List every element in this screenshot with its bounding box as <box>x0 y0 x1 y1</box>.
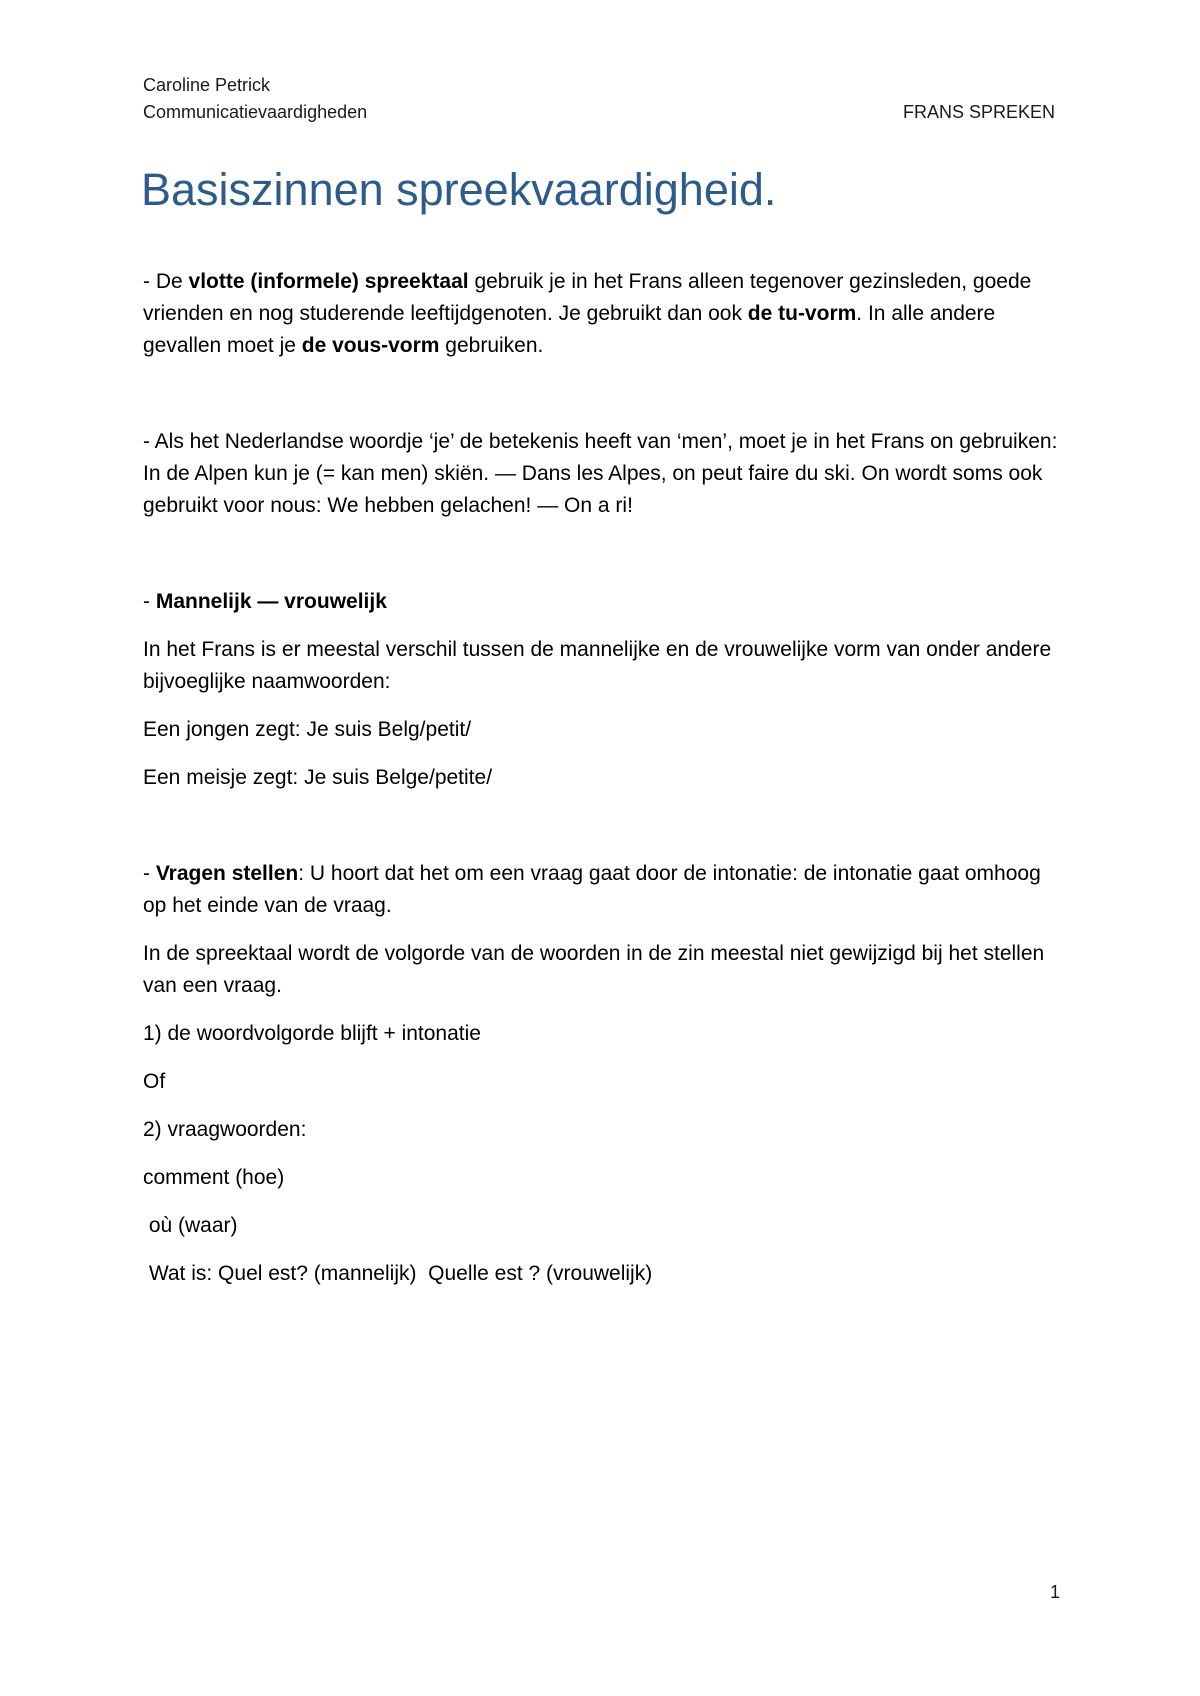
header-topic: FRANS SPREKEN <box>902 102 1055 122</box>
spacer <box>143 1194 1063 1210</box>
header-course: Communicatievaardigheden <box>143 102 368 122</box>
bold-run: de vous-vorm <box>301 334 440 357</box>
spacer <box>143 522 1063 586</box>
page-number: 1 <box>1049 1582 1060 1602</box>
question-word-quel: Wat is: Quel est? (mannelijk) Quelle est ? (vrouwelijk) <box>143 1262 653 1285</box>
text-run: gebruik je in het Frans alleen tegenover gezinsleden, goede vrienden en nog studerende leeftijdgenoten. Je gebruikt dan ook <box>143 270 1032 325</box>
page-header <box>143 72 1055 126</box>
heading-gender <box>143 586 1063 618</box>
spacer <box>143 1146 1063 1162</box>
bold-run: vlotte (informele) spreektaal <box>188 270 469 293</box>
question-word-comment: comment (hoe) <box>143 1166 285 1189</box>
header-author: Caroline Petrick <box>143 75 271 95</box>
text-run: . In alle andere gevallen moet je <box>143 302 996 357</box>
document-body <box>143 266 1063 1290</box>
text-run: - <box>143 862 156 885</box>
question-word-ou: où (waar) <box>143 1214 238 1237</box>
spacer <box>143 618 1063 634</box>
spacer <box>143 746 1063 762</box>
spacer <box>143 1242 1063 1258</box>
text-or: Of <box>143 1070 166 1093</box>
bold-run: de tu-vorm <box>747 302 857 325</box>
text-run: - De <box>143 270 189 293</box>
bold-run: Vragen stellen <box>155 862 299 885</box>
list-option-1: 1) de woordvolgorde blijft + intonatie <box>143 1022 481 1045</box>
bold-run: Mannelijk — vrouwelijk <box>155 590 387 613</box>
spacer <box>143 1098 1063 1114</box>
spacer <box>143 794 1063 858</box>
text-run: gebruiken. <box>439 334 544 357</box>
header-row <box>143 99 1055 126</box>
paragraph-word-order: In de spreektaal wordt de volgorde van de woorden in de zin meestal niet gewijzigd bij het stellen van een vraag. <box>143 942 1045 997</box>
paragraph-questions-intro <box>143 858 1063 922</box>
paragraph-informal-speech <box>143 266 1063 362</box>
text-run: : U hoort dat het om een vraag gaat door de intonatie: de intonatie gaat omhoog op het einde van de vraag. <box>143 862 1041 917</box>
spacer <box>143 698 1063 714</box>
spacer <box>143 922 1063 938</box>
list-option-2: 2) vraagwoorden: <box>143 1118 307 1141</box>
spacer <box>143 362 1063 426</box>
paragraph-on-usage: - Als het Nederlandse woordje ‘je’ de betekenis heeft van ‘men’, moet je in het Frans on gebruiken: In de Alpen kun je (= kan men) skiën. — Dans les Alpes, on peut faire du ski. On wordt soms ook gebruikt voor nous: We hebben gelachen! — On a ri! <box>143 430 1058 517</box>
paragraph-gender-intro: In het Frans is er meestal verschil tussen de mannelijke en de vrouwelijke vorm van onder andere bijvoeglijke naamwoorden: <box>143 638 1052 693</box>
document-title: Basiszinnen spreekvaardigheid. <box>141 164 777 215</box>
spacer <box>143 1002 1063 1018</box>
text-run: - <box>143 590 156 613</box>
spacer <box>143 1050 1063 1066</box>
example-girl: Een meisje zegt: Je suis Belge/petite/ <box>143 766 493 789</box>
example-boy: Een jongen zegt: Je suis Belg/petit/ <box>143 718 472 741</box>
